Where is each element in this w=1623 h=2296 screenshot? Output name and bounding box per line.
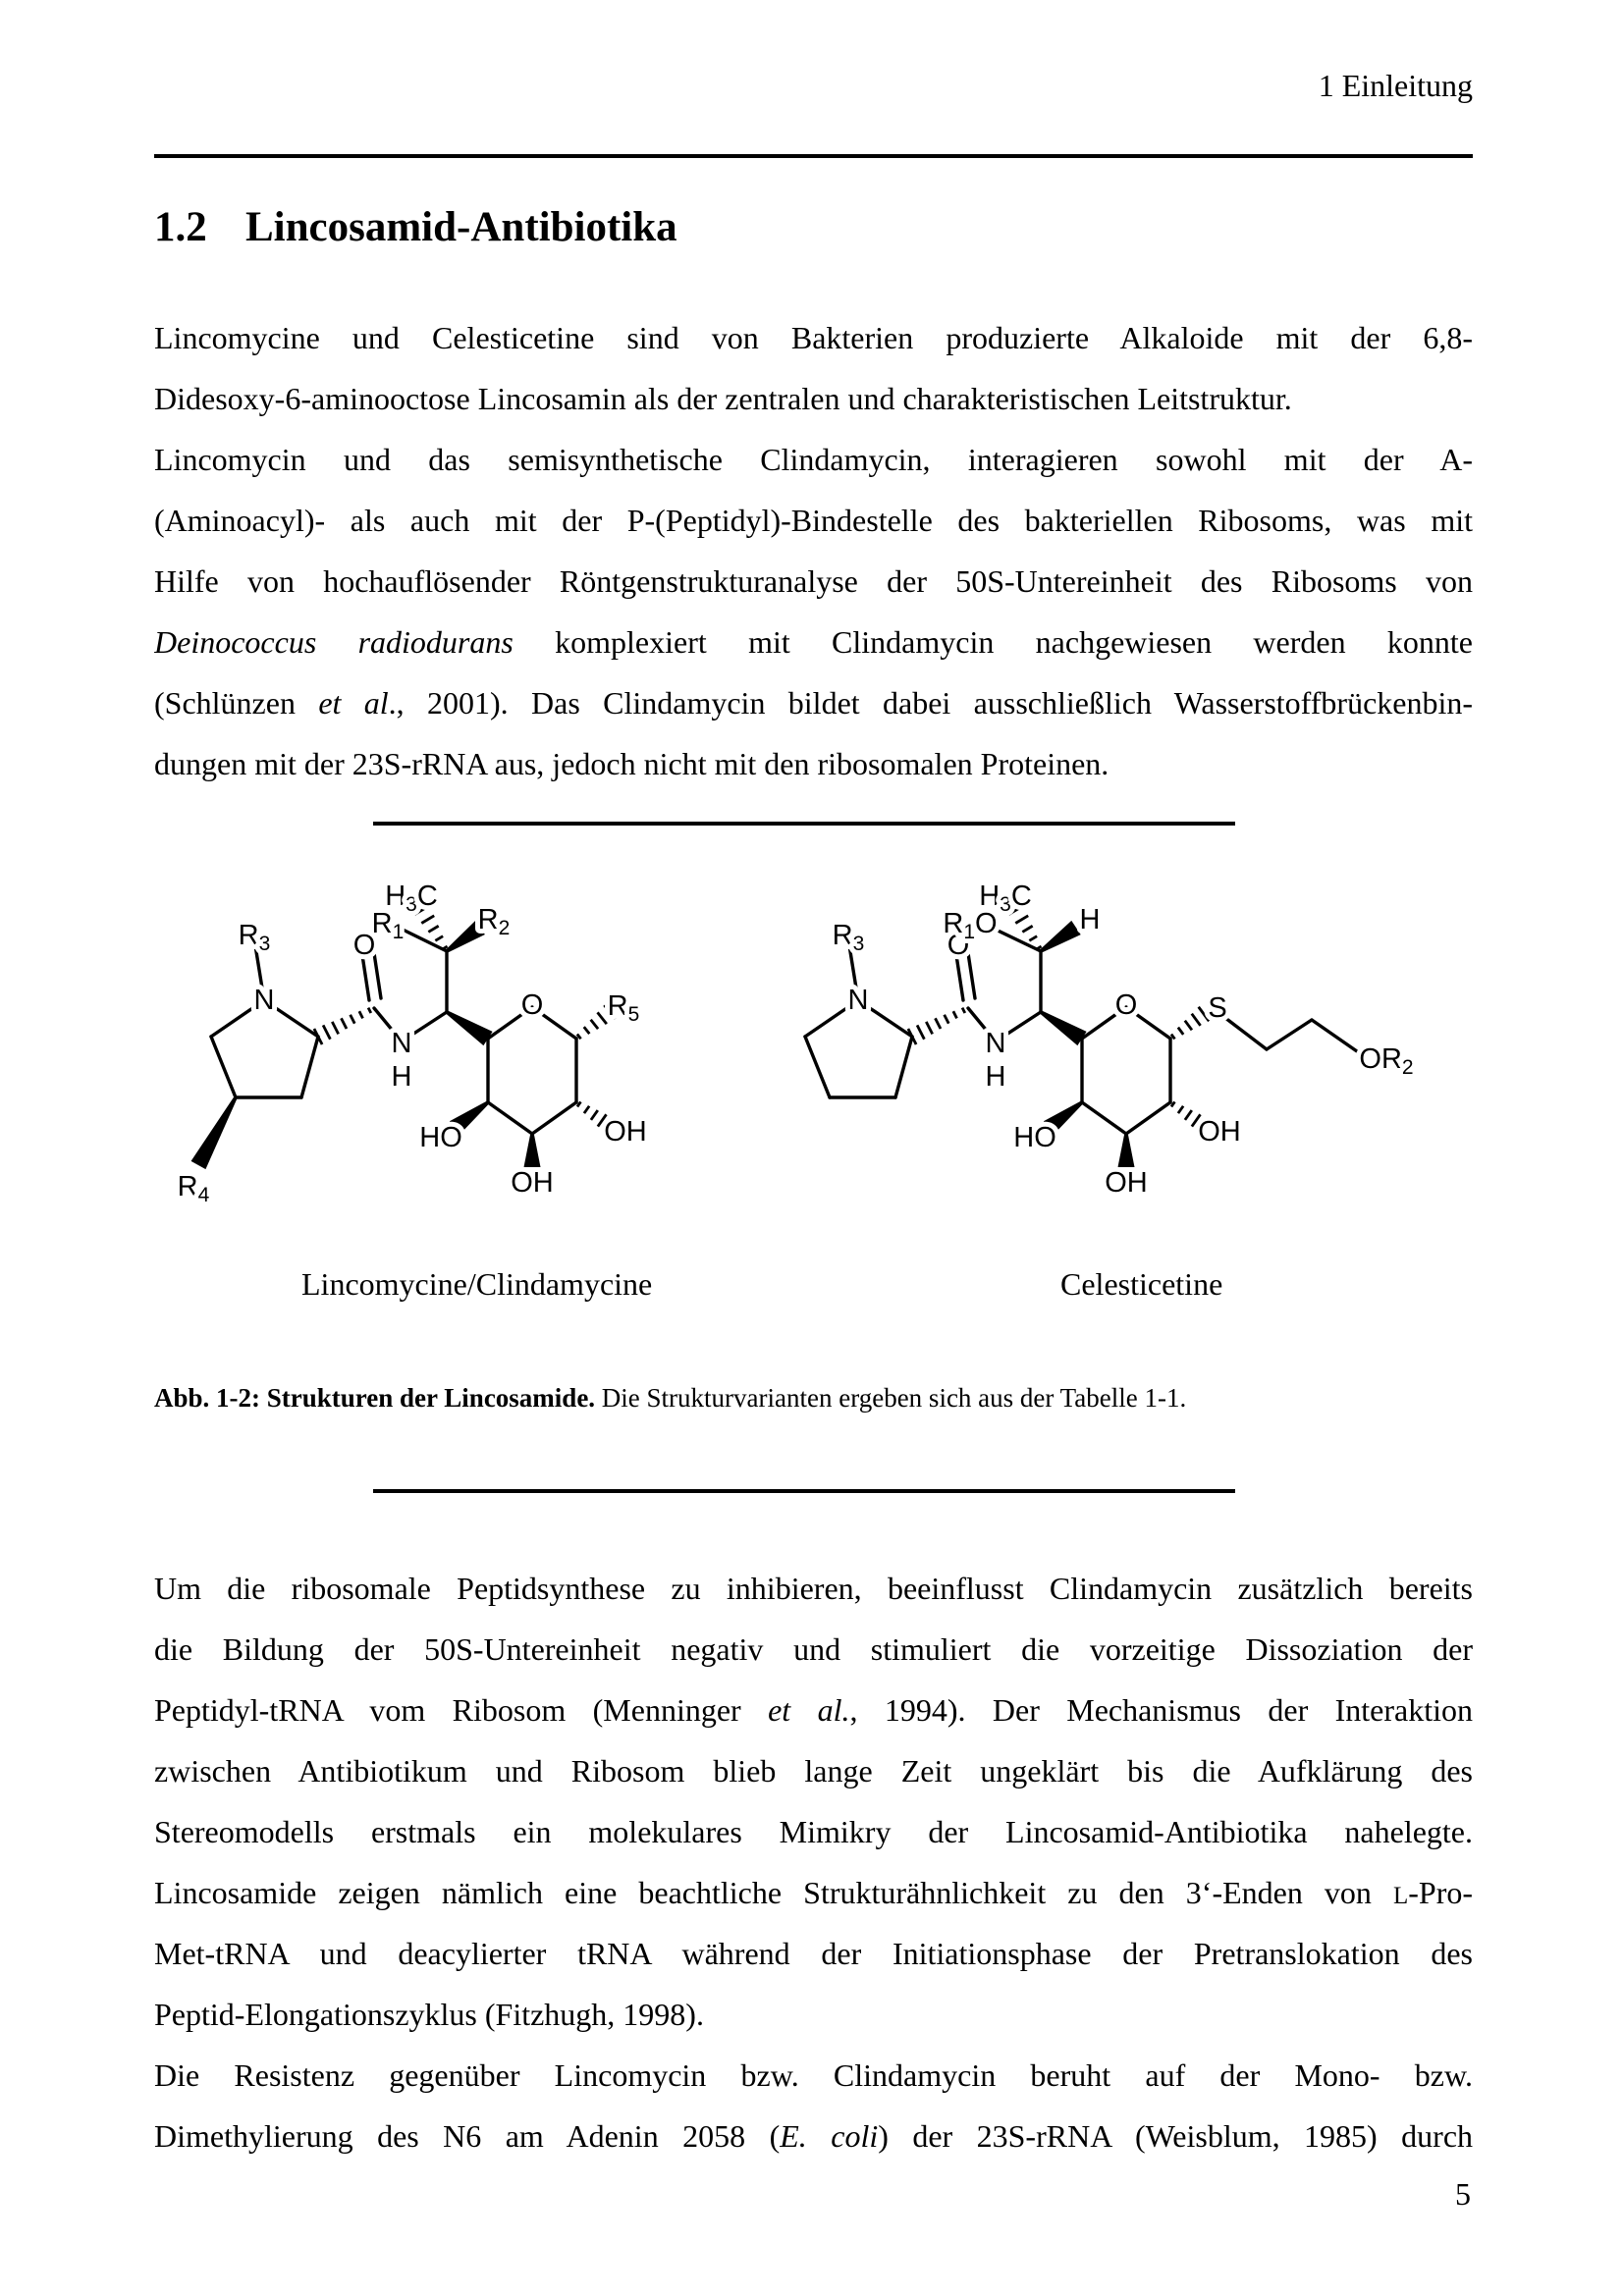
text-segment: (Aminoacyl)- als auch mit der P-(Peptidyl)-Bindestelle des bakteriellen Ribosoms, was mit	[154, 503, 1473, 538]
text-line	[154, 1619, 1473, 1680]
text-line	[154, 1740, 1473, 1801]
text-segment: et al.	[768, 1692, 850, 1728]
structure-celesticetine-diagram	[748, 863, 1426, 1216]
text-segment: Stereomodells erstmals ein molekulares Mimikry der Lincosamid-Antibiotika nahelegte.	[154, 1814, 1473, 1849]
text-segment: ) der 23S-rRNA (Weisblum, 1985) durch	[878, 2118, 1473, 2154]
hashed-bond	[1171, 1007, 1209, 1040]
atom-label: $R_4$	[177, 1171, 210, 1206]
text-line	[154, 551, 1473, 612]
text-segment: , 1994). Der Mechanismus der Interaktion	[849, 1692, 1473, 1728]
running-header: 1 Einleitung	[1318, 68, 1473, 103]
figure-caption-number: Abb. 1-2: Strukturen der Lincosamide.	[154, 1383, 596, 1413]
text-line	[154, 1923, 1473, 1984]
text-segment: Die Resistenz gegenüber Lincomycin bzw. Clindamycin beruht auf der Mono- bzw.	[154, 2057, 1473, 2093]
text-line	[154, 1801, 1473, 1862]
structure-diagrams	[154, 863, 1473, 1216]
atom-label: $R_3$	[832, 920, 865, 955]
text-segment: (Schlünzen	[154, 685, 319, 721]
text-segment: Lincomycin und das semisynthetische Clindamycin, interagieren sowohl mit der A-	[154, 442, 1473, 477]
text-segment: Peptid-Elongationszyklus (Fitzhugh, 1998).	[154, 1997, 704, 2032]
text-segment: L	[1392, 1883, 1409, 1909]
text-segment: komplexiert mit Clindamycin nachgewiesen werden konnte	[513, 624, 1473, 660]
section-number: 1.2	[154, 204, 207, 250]
text-segment: Um die ribosomale Peptidsynthese zu inhibieren, beeinflusst Clindamycin zusätzlich bereits	[154, 1571, 1473, 1606]
text-line	[154, 612, 1473, 672]
text-segment: Hilfe von hochauflösender Röntgenstrukturanalyse der 50S-Untereinheit des Ribosoms von	[154, 563, 1473, 599]
text-segment: et al	[318, 685, 389, 721]
wedge-bond	[1040, 1010, 1087, 1045]
text-segment: Lincosamide zeigen nämlich eine beachtliche Strukturähnlichkeit zu den 3‘-Enden von	[154, 1875, 1393, 1910]
figure-lincosamide-structures	[154, 822, 1473, 1493]
figure-rule-top	[373, 822, 1235, 826]
figure-caption	[154, 1381, 1473, 1415]
structure-lincomycine-clindamycine-diagram	[154, 863, 704, 1216]
atom-label: OH	[604, 1116, 647, 1148]
atom-label: $R_1O$	[943, 908, 998, 943]
atom-label: S	[1208, 992, 1227, 1024]
text-line	[154, 307, 1473, 368]
atom-label: O	[1114, 989, 1138, 1021]
hashed-bond	[908, 1008, 965, 1044]
wedge-bond	[524, 1134, 541, 1167]
text-line	[154, 672, 1473, 733]
atom-label: $OR_2$	[1359, 1043, 1414, 1079]
atom-label: $R_5$	[607, 990, 640, 1026]
page-number: 5	[1455, 2176, 1471, 2212]
atom-label: $R_3$	[238, 920, 271, 955]
paragraph	[154, 2045, 1473, 2166]
text-segment: Peptidyl-tRNA vom Ribosom (Menninger	[154, 1692, 769, 1728]
atom-label: $R_2$	[477, 904, 511, 939]
text-line	[154, 2106, 1473, 2166]
text-line	[154, 1862, 1473, 1923]
text-line	[154, 733, 1473, 794]
hashed-bond	[314, 1008, 371, 1044]
text-line	[154, 1984, 1473, 2045]
figure-caption-text: Die Strukturvarianten ergeben sich aus der Tabelle 1-1.	[595, 1383, 1187, 1413]
paragraph	[154, 1558, 1473, 2045]
atom-label: OH	[1198, 1116, 1241, 1148]
text-segment: ., 2001). Das Clindamycin bildet dabei ausschließlich Wasserstoffbrückenbin-	[388, 685, 1473, 721]
structure-label-celesticetine: Celesticetine	[1060, 1266, 1223, 1302]
text-line	[154, 429, 1473, 490]
atom-label: O	[947, 930, 970, 961]
wedge-bond	[1040, 921, 1081, 953]
text-segment: Deinococcus radiodurans	[154, 624, 514, 660]
atom-label: H	[391, 1061, 412, 1093]
section-title: Lincosamid-Antibiotika	[245, 204, 677, 250]
page-content	[154, 0, 1473, 2166]
wedge-bond	[1118, 1134, 1135, 1167]
text-segment: Met-tRNA und deacylierter tRNA während der Initiationsphase der Pretranslokation des	[154, 1936, 1473, 1971]
atom-label: O	[352, 930, 376, 961]
text-segment: zwischen Antibiotikum und Ribosom blieb lange Zeit ungeklärt bis die Aufklärung des	[154, 1753, 1473, 1789]
paragraph	[154, 307, 1473, 794]
text-segment: E. coli	[780, 2118, 879, 2154]
atom-label: N	[391, 1028, 412, 1059]
text-line	[154, 1558, 1473, 1619]
text-segment: Lincomycine und Celesticetine sind von Bakterien produzierte Alkaloide mit der 6,8-	[154, 320, 1473, 355]
text-segment: Didesoxy-6-aminooctose Lincosamin als der zentralen und charakteristischen Leitstruktur.	[154, 381, 1292, 416]
section-heading	[154, 203, 1473, 252]
atom-label: $H_3C$	[385, 881, 438, 916]
text-segment: die Bildung der 50S-Untereinheit negativ und stimuliert die vorzeitige Dissoziation der	[154, 1631, 1473, 1667]
atom-label: OH	[511, 1167, 554, 1199]
text-segment: Dimethylierung des N6 am Adenin 2058 (	[154, 2118, 781, 2154]
atom-label: H	[1079, 904, 1101, 935]
structure-labels	[154, 1263, 1473, 1305]
atom-label: $H_3C$	[979, 881, 1032, 916]
wedge-bond	[191, 1096, 238, 1169]
atom-label: H	[985, 1061, 1006, 1093]
figure-rule-bottom	[373, 1489, 1235, 1493]
text-segment: -Pro-	[1408, 1875, 1473, 1910]
atom-label: HO	[1013, 1122, 1056, 1153]
atom-label: $R_1$	[371, 908, 405, 943]
atom-label: N	[847, 985, 869, 1016]
atom-label: O	[520, 989, 544, 1021]
wedge-bond	[446, 1010, 493, 1045]
atom-label: N	[253, 985, 275, 1016]
atom-label: N	[985, 1028, 1006, 1059]
text-segment: dungen mit der 23S-rRNA aus, jedoch nicht mit den ribosomalen Proteinen.	[154, 746, 1109, 781]
text-line	[154, 490, 1473, 551]
text-line	[154, 1680, 1473, 1740]
text-line	[154, 368, 1473, 429]
atom-label: HO	[419, 1122, 462, 1153]
text-line	[154, 2045, 1473, 2106]
bond-lines	[805, 905, 1357, 1167]
atom-label: OH	[1105, 1167, 1148, 1199]
structure-label-lincomycine: Lincomycine/Clindamycine	[301, 1266, 653, 1302]
header-rule	[154, 154, 1473, 158]
